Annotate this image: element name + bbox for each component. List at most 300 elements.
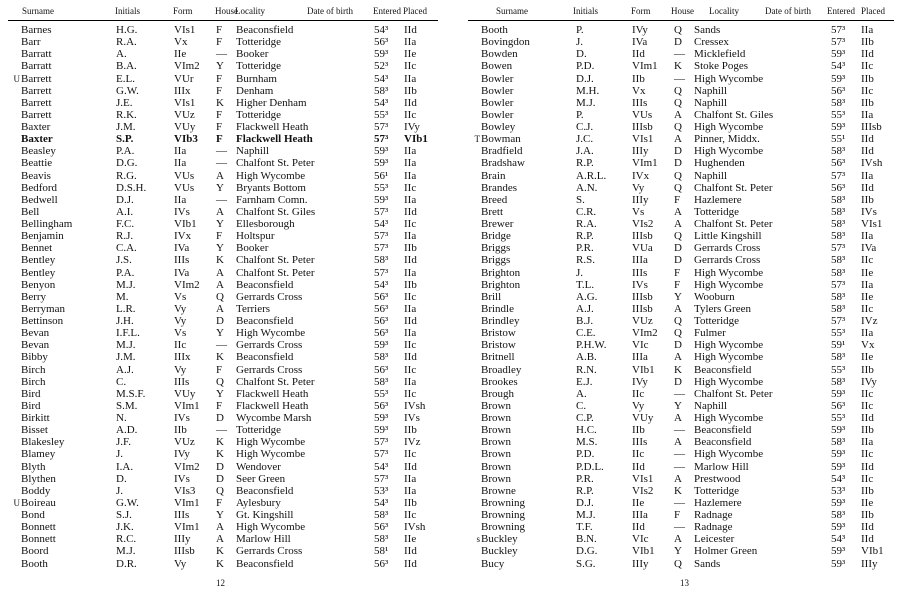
column-header-row: [468, 1, 894, 21]
cell-entered: 57³: [831, 315, 846, 327]
cell-locality: Bryants Bottom: [236, 181, 306, 194]
cell-placed: IIa: [861, 108, 874, 121]
cell-initials: C.J.: [576, 121, 594, 133]
cell-locality: High Wycombe: [694, 121, 764, 133]
cell-placed: IId: [861, 533, 874, 546]
cell-entered: 58³: [831, 193, 846, 206]
cell-placed: IIc: [861, 254, 874, 267]
table-row: [468, 303, 894, 315]
cell-form: IId: [632, 460, 645, 473]
cell-surname: Brown: [481, 412, 511, 424]
cell-locality: Hazlemere: [694, 496, 742, 509]
cell-placed: IIc: [404, 60, 417, 73]
cell-locality: Gerrards Cross: [236, 339, 303, 352]
cell-surname: Booth: [21, 557, 48, 570]
cell-initials: L.R.: [116, 302, 136, 315]
cell-house: K: [674, 363, 682, 376]
cell-initials: D.J.: [116, 193, 134, 206]
cell-locality: Micklefield: [694, 48, 746, 61]
margin-mark: [8, 133, 21, 145]
cell-form: IIIsb: [632, 121, 653, 133]
cell-form: VIb1: [632, 545, 655, 558]
cell-form: VIb3: [174, 133, 198, 146]
cell-form: VIm1: [174, 399, 200, 412]
cell-initials: M.J.: [576, 509, 596, 521]
cell-house: Y: [674, 399, 682, 412]
cell-initials: A.I.: [116, 205, 134, 218]
cell-placed: IId: [404, 96, 417, 109]
cell-surname: Briggs: [481, 242, 511, 255]
table-row: [468, 509, 894, 521]
table-row: [8, 461, 438, 473]
cell-form: IId: [632, 48, 645, 61]
cell-locality: Little Kingshill: [694, 230, 762, 243]
margin-mark: [8, 48, 21, 60]
margin-mark: [468, 85, 481, 97]
cell-locality: Flackwell Heath: [236, 133, 313, 146]
cell-entered: 58³: [831, 145, 846, 158]
cell-surname: Berry: [21, 290, 47, 303]
cell-surname: Brett: [481, 205, 503, 218]
cell-entered: 57³: [374, 448, 389, 461]
cell-locality: Chalfont St. Giles: [694, 108, 774, 121]
cell-house: A: [674, 533, 682, 546]
margin-mark: [468, 206, 481, 218]
cell-house: A: [674, 133, 682, 146]
table-row: [468, 97, 894, 109]
margin-mark: [8, 400, 21, 412]
cell-entered: 56³: [374, 302, 389, 315]
cell-locality: Gerrards Cross: [236, 290, 303, 303]
cell-house: Q: [674, 169, 682, 182]
cell-house: Y: [216, 387, 224, 400]
cell-surname: Bird: [21, 387, 41, 400]
cell-initials: P.D.: [576, 448, 595, 461]
cell-form: VIm2: [174, 460, 200, 473]
margin-mark: [468, 448, 481, 460]
cell-form: IIIs: [174, 509, 190, 521]
cell-placed: IIe: [404, 48, 417, 61]
cell-surname: Browning: [481, 496, 525, 509]
cell-placed: IIa: [404, 266, 417, 279]
margin-mark: T: [474, 134, 480, 145]
cell-initials: P.H.W.: [576, 339, 607, 352]
cell-surname: Bentley: [21, 266, 56, 279]
cell-form: IId: [632, 521, 645, 534]
cell-house: F: [674, 278, 681, 291]
cell-form: VIb1: [174, 218, 197, 230]
cell-locality: Chalfont St. Peter: [236, 375, 315, 388]
cell-placed: VIb1: [404, 133, 428, 146]
margin-mark: [468, 267, 481, 279]
cell-form: VIm1: [174, 521, 200, 534]
cell-surname: Brill: [481, 290, 502, 303]
cell-placed: IIb: [404, 84, 417, 97]
cell-form: IIIa: [632, 509, 648, 521]
cell-entered: 54³: [831, 472, 846, 485]
cell-surname: Browne: [481, 484, 516, 497]
table-row: [468, 24, 894, 36]
margin-mark: [8, 424, 21, 436]
cell-initials: P.: [576, 24, 584, 36]
cell-initials: S.P.: [116, 133, 134, 146]
cell-initials: S.M.: [116, 399, 138, 412]
margin-mark: [468, 60, 481, 72]
cell-surname: Birch: [21, 363, 46, 376]
cell-locality: Beaconsfield: [694, 424, 752, 437]
table-row: [468, 267, 894, 279]
cell-placed: IIc: [404, 448, 417, 461]
cell-form: IIIy: [632, 557, 649, 570]
table-row: [8, 424, 438, 436]
margin-mark: [8, 254, 21, 266]
cell-initials: A.: [116, 48, 127, 61]
cell-initials: P.R.: [576, 472, 594, 485]
cell-entered: 58³: [831, 266, 846, 279]
cell-placed: IIb: [861, 509, 874, 521]
cell-form: IIe: [632, 496, 645, 509]
table-row: [8, 133, 438, 145]
cell-initials: P.R.: [576, 242, 594, 255]
cell-locality: Radnage: [694, 521, 733, 534]
cell-surname: Bradshaw: [481, 157, 525, 170]
cell-house: F: [216, 363, 223, 376]
cell-locality: High Wycombe: [694, 412, 764, 424]
table-row: [468, 242, 894, 254]
cell-locality: Radnage: [694, 509, 733, 521]
cell-house: Q: [674, 327, 682, 340]
cell-house: Q: [674, 181, 682, 194]
cell-entered: 56³: [374, 557, 389, 570]
cell-surname: Boddy: [21, 484, 51, 497]
cell-entered: 59³: [831, 387, 846, 400]
header-placed: Placed: [861, 6, 885, 16]
cell-locality: High Wycombe: [694, 266, 764, 279]
cell-form: IIIx: [174, 351, 191, 364]
cell-placed: IIc: [404, 339, 417, 352]
cell-house: F: [216, 36, 223, 49]
cell-surname: Bellingham: [21, 218, 73, 230]
cell-surname: Birkitt: [21, 412, 50, 424]
cell-locality: Ellesborough: [236, 218, 295, 230]
cell-initials: I.F.L.: [116, 327, 140, 340]
table-row: [8, 545, 438, 557]
cell-house: D: [674, 145, 682, 158]
cell-surname: Bonnett: [21, 533, 56, 546]
cell-entered: 58³: [831, 436, 846, 449]
cell-placed: IIe: [861, 266, 874, 279]
margin-mark: [468, 400, 481, 412]
cell-form: IIa: [174, 193, 187, 206]
register-list: [8, 24, 438, 570]
cell-form: VIs1: [632, 133, 654, 146]
cell-locality: Gerrards Cross: [694, 254, 761, 267]
cell-house: K: [674, 484, 682, 497]
cell-form: VUy: [632, 412, 654, 424]
cell-surname: Buckley: [481, 545, 518, 558]
table-row: [468, 558, 894, 570]
margin-mark: U: [13, 73, 20, 84]
cell-placed: VIb1: [861, 545, 884, 558]
cell-house: Q: [674, 96, 682, 109]
cell-surname: Bonnett: [21, 521, 56, 534]
cell-locality: Holmer Green: [694, 545, 758, 558]
cell-entered: 58³: [831, 375, 846, 388]
cell-locality: Totteridge: [236, 36, 282, 49]
cell-placed: IIa: [404, 472, 417, 485]
header-surname: Surname: [496, 6, 528, 16]
margin-mark: [468, 497, 481, 509]
cell-locality: High Wycombe: [694, 351, 764, 364]
cell-surname: Bristow: [481, 327, 516, 340]
cell-house: —: [674, 72, 685, 85]
cell-placed: IVs: [861, 205, 877, 218]
cell-surname: Bowley: [481, 121, 516, 133]
margin-mark: [8, 109, 21, 121]
cell-placed: IIb: [404, 424, 417, 437]
cell-placed: IIc: [861, 387, 874, 400]
cell-house: K: [216, 254, 224, 267]
cell-surname: Britnell: [481, 351, 515, 364]
table-row: [8, 24, 438, 36]
cell-house: K: [674, 60, 682, 73]
table-row: [8, 303, 438, 315]
margin-mark: [8, 412, 21, 424]
cell-house: A: [674, 302, 682, 315]
cell-entered: 59¹: [831, 339, 846, 352]
cell-entered: 59³: [374, 424, 389, 437]
cell-form: VIs2: [632, 218, 654, 230]
cell-initials: P.A.: [116, 266, 135, 279]
margin-mark: [8, 303, 21, 315]
cell-surname: Beavis: [21, 169, 51, 182]
cell-initials: A.J.: [116, 363, 134, 376]
cell-house: F: [216, 121, 223, 133]
cell-entered: 59³: [831, 545, 846, 558]
cell-locality: Wycombe Marsh: [236, 412, 312, 424]
cell-placed: IIc: [861, 84, 874, 97]
cell-house: Q: [216, 290, 224, 303]
cell-surname: Bentley: [21, 254, 56, 267]
margin-mark: [8, 509, 21, 521]
cell-placed: IIe: [404, 533, 417, 546]
table-row: [8, 60, 438, 72]
margin-mark: [8, 545, 21, 557]
cell-entered: 54³: [374, 218, 389, 230]
margin-mark: [8, 85, 21, 97]
table-row: [8, 291, 438, 303]
cell-initials: C.: [576, 399, 587, 412]
cell-house: F: [674, 266, 681, 279]
cell-placed: IIc: [861, 60, 874, 73]
cell-placed: IIe: [861, 290, 874, 303]
cell-locality: High Wycombe: [236, 327, 306, 340]
cell-placed: IIa: [404, 484, 417, 497]
table-row: [8, 327, 438, 339]
cell-house: A: [216, 533, 224, 546]
cell-placed: IIc: [404, 181, 417, 194]
cell-form: IVx: [632, 169, 650, 182]
cell-locality: Chalfont St. Peter: [236, 266, 315, 279]
table-row: [8, 97, 438, 109]
cell-placed: IIa: [861, 169, 874, 182]
header-form: Form: [173, 6, 193, 16]
margin-mark: [468, 48, 481, 60]
right-page: [460, 0, 900, 598]
cell-house: A: [674, 351, 682, 364]
cell-entered: 57³: [374, 205, 389, 218]
cell-entered: 58³: [374, 509, 389, 521]
margin-mark: [468, 242, 481, 254]
cell-entered: 59³: [831, 521, 846, 534]
margin-mark: [468, 97, 481, 109]
table-row: [468, 351, 894, 363]
cell-locality: Gt. Kingshill: [236, 509, 294, 521]
cell-entered: 59³: [374, 412, 389, 424]
cell-form: Vs: [174, 327, 187, 340]
cell-locality: Higher Denham: [236, 96, 307, 109]
cell-form: VIc: [632, 533, 649, 546]
cell-entered: 58³: [374, 533, 389, 546]
margin-mark: [8, 315, 21, 327]
header-surname: Surname: [22, 6, 54, 16]
cell-house: —: [674, 496, 685, 509]
cell-form: Vs: [632, 205, 645, 218]
table-row: [468, 60, 894, 72]
margin-mark: [8, 267, 21, 279]
table-row: [8, 448, 438, 460]
margin-mark: [8, 36, 21, 48]
cell-house: Q: [674, 121, 682, 133]
margin-mark: [468, 327, 481, 339]
cell-form: IIIs: [632, 436, 648, 449]
cell-locality: Beaconsfield: [236, 351, 294, 364]
margin-mark: [468, 364, 481, 376]
cell-surname: Blakesley: [21, 436, 65, 449]
cell-surname: Bibby: [21, 351, 48, 364]
header-entered: Entered: [827, 6, 855, 16]
cell-entered: 56³: [374, 36, 389, 49]
margin-mark: [468, 230, 481, 242]
table-row: [468, 109, 894, 121]
cell-entered: 56³: [374, 363, 389, 376]
cell-locality: Sands: [694, 557, 721, 570]
table-row: [8, 121, 438, 133]
cell-house: —: [674, 387, 685, 400]
cell-placed: IIc: [861, 472, 874, 485]
cell-form: IIc: [632, 387, 645, 400]
cell-locality: Chalfont St. Peter: [694, 181, 773, 194]
cell-locality: Chalfont St. Peter: [694, 218, 773, 230]
cell-house: D: [674, 36, 682, 49]
cell-form: IIc: [632, 448, 645, 461]
cell-locality: Terriers: [236, 302, 271, 315]
cell-entered: 59³: [831, 557, 846, 570]
cell-locality: High Wycombe: [694, 145, 764, 158]
cell-entered: 58³: [831, 254, 846, 267]
cell-initials: M.S.: [576, 436, 598, 449]
cell-house: —: [674, 424, 685, 437]
cell-surname: Bovingdon: [481, 36, 530, 49]
cell-surname: Bisset: [21, 424, 48, 437]
cell-placed: IIb: [861, 424, 874, 437]
cell-initials: P.D.: [576, 60, 595, 73]
cell-placed: IId: [861, 521, 874, 534]
header-date-of-birth: Date of birth: [765, 6, 811, 16]
margin-mark: [8, 388, 21, 400]
cell-surname: Buckley: [481, 533, 518, 546]
cell-placed: IVsh: [404, 399, 426, 412]
cell-locality: Stoke Poges: [694, 60, 749, 73]
column-header-row: [8, 1, 438, 21]
table-row: [8, 473, 438, 485]
cell-form: VUa: [632, 242, 653, 255]
header-initials: Initials: [573, 6, 598, 16]
cell-surname: Brighton: [481, 278, 521, 291]
cell-form: IIa: [174, 157, 187, 170]
table-row: [468, 327, 894, 339]
cell-entered: 55³: [374, 181, 389, 194]
cell-locality: Totteridge: [236, 108, 282, 121]
cell-locality: High Wycombe: [694, 448, 764, 461]
margin-mark: [8, 473, 21, 485]
cell-placed: IId: [404, 24, 417, 36]
cell-placed: IIa: [861, 436, 874, 449]
cell-locality: Aylesbury: [236, 496, 281, 509]
header-entered: Entered: [373, 6, 401, 16]
cell-form: IIIy: [632, 145, 649, 158]
margin-mark: [8, 558, 21, 570]
cell-placed: IIb: [861, 96, 874, 109]
cell-surname: Bradfield: [481, 145, 523, 158]
cell-initials: P.D.L.: [576, 460, 604, 473]
cell-initials: D.R.: [116, 557, 137, 570]
table-row: [468, 497, 894, 509]
cell-house: Y: [216, 242, 224, 255]
cell-form: Vy: [632, 399, 645, 412]
cell-surname: Barratt: [21, 48, 52, 61]
cell-locality: Holtspur: [236, 230, 275, 243]
cell-locality: Marlow Hill: [694, 460, 749, 473]
cell-surname: Bowler: [481, 72, 514, 85]
cell-surname: Brown: [481, 436, 511, 449]
cell-initials: M.J.: [116, 545, 136, 558]
cell-entered: 56¹: [374, 169, 389, 182]
table-row: [8, 509, 438, 521]
cell-house: —: [216, 193, 227, 206]
cell-initials: C.: [116, 375, 127, 388]
margin-mark: [468, 558, 481, 570]
cell-surname: Browning: [481, 521, 525, 534]
margin-mark: [468, 157, 481, 169]
cell-surname: Bedford: [21, 181, 58, 194]
cell-locality: Naphill: [694, 96, 727, 109]
cell-locality: High Wycombe: [694, 339, 764, 352]
margin-mark: [8, 121, 21, 133]
cell-locality: Gerrards Cross: [236, 363, 303, 376]
cell-surname: Brindle: [481, 302, 514, 315]
cell-house: Q: [674, 84, 682, 97]
header-house: House: [671, 6, 694, 16]
margin-mark: [468, 194, 481, 206]
cell-surname: Brough: [481, 387, 514, 400]
table-row: [468, 291, 894, 303]
cell-locality: High Wycombe: [236, 448, 306, 461]
cell-placed: IIb: [861, 36, 874, 49]
cell-entered: 54³: [831, 533, 846, 546]
cell-entered: 57³: [374, 230, 389, 243]
cell-entered: 59³: [374, 339, 389, 352]
